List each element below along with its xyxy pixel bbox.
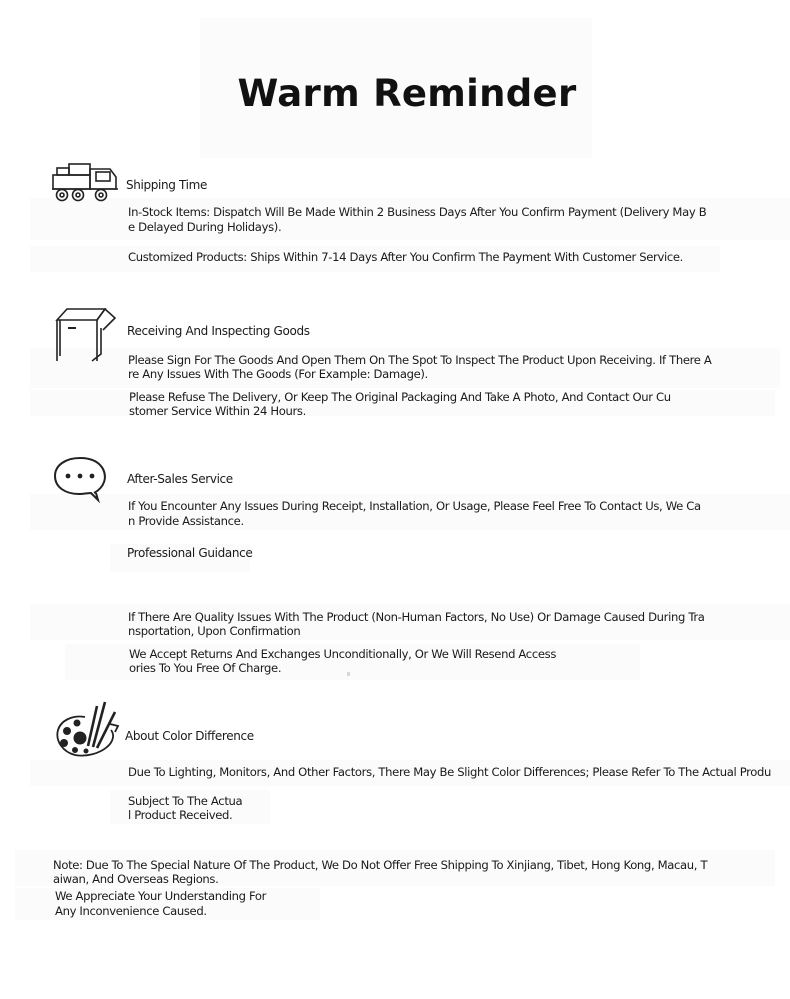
color-difference-text: Subject To The Actua <box>128 794 243 808</box>
section-heading-shipping: Shipping Time <box>126 178 207 192</box>
receiving-text: Please Refuse The Delivery, Or Keep The Original Packaging And Take A Photo, And Contact Our Cu <box>129 390 671 404</box>
truck-icon <box>52 163 120 203</box>
shipping-text: In-Stock Items: Dispatch Will Be Made Within 2 Business Days After You Confirm Payment (Delivery May B <box>128 205 707 219</box>
receiving-text: re Any Issues With The Goods (For Example: Damage). <box>128 367 428 381</box>
open-box-icon <box>53 308 117 364</box>
receiving-text: stomer Service Within 24 Hours. <box>129 404 306 418</box>
paint-palette-icon <box>55 700 123 758</box>
color-difference-text: l Product Received. <box>128 808 233 822</box>
after-sales-text: ories To You Free Of Charge. <box>129 661 282 675</box>
after-sales-text: nsportation, Upon Confirmation <box>128 624 301 638</box>
after-sales-text: We Accept Returns And Exchanges Unconditionally, Or We Will Resend Access <box>129 647 557 661</box>
receiving-text: Please Sign For The Goods And Open Them On The Spot To Inspect The Product Upon Receiving. If There A <box>128 353 712 367</box>
note-text: aiwan, And Overseas Regions. <box>53 872 219 886</box>
after-sales-text: If There Are Quality Issues With The Product (Non-Human Factors, No Use) Or Damage Caused During Tra <box>128 610 705 624</box>
note-text: Note: Due To The Special Nature Of The Product, We Do Not Offer Free Shipping To Xinjiang, Tibet, Hong Kong, Macau, T <box>53 858 708 872</box>
color-difference-text: Due To Lighting, Monitors, And Other Factors, There May Be Slight Color Differences; Please Refer To The Actual Produ <box>128 765 772 779</box>
subheading-professional-guidance: Professional Guidance <box>127 546 253 560</box>
after-sales-text: If You Encounter Any Issues During Receipt, Installation, Or Usage, Please Feel Free To Contact Us, We Ca <box>128 499 701 513</box>
shipping-text: e Delayed During Holidays). <box>128 220 282 234</box>
page-title: Warm Reminder <box>237 72 577 115</box>
section-heading-color-difference: About Color Difference <box>125 729 254 743</box>
after-sales-text: n Provide Assistance. <box>128 514 244 528</box>
note-text: We Appreciate Your Understanding For <box>55 889 267 903</box>
section-heading-after-sales: After-Sales Service <box>127 472 233 486</box>
note-text: Any Inconvenience Caused. <box>55 904 207 918</box>
image-artifact <box>347 672 350 676</box>
section-heading-receiving: Receiving And Inspecting Goods <box>127 324 310 338</box>
shipping-text: Customized Products: Ships Within 7-14 Days After You Confirm The Payment With Customer Service. <box>128 250 683 264</box>
speech-bubble-icon <box>53 457 109 503</box>
